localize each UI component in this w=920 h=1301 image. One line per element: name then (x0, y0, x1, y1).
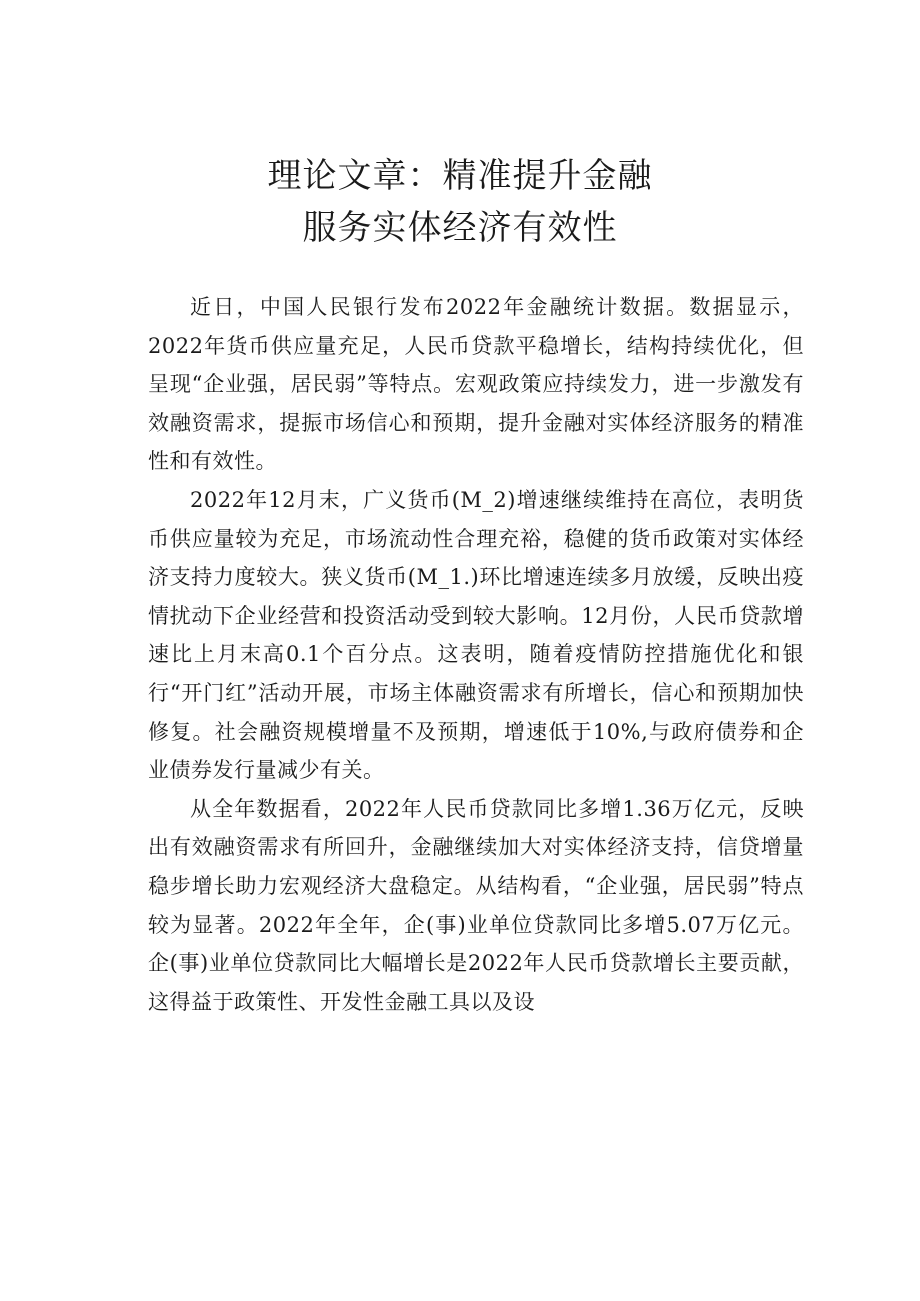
paragraph-1: 近日，中国人民银行发布2022年金融统计数据。数据显示，2022年货币供应量充足，人民币贷款平稳增长，结构持续优化，但呈现“企业强，居民弱”等特点。宏观政策应持续发力，进一步激发有效融资需求，提振市场信心和预期，提升金融对实体经济服务的精准性和有效性。 (148, 295, 804, 474)
title-line-1: 理论文章：精准提升金融 (267, 156, 653, 196)
paragraph-3: 从全年数据看，2022年人民币贷款同比多增1.36万亿元，反映出有效融资需求有所回升，金融继续加大对实体经济支持，信贷增量稳步增长助力宏观经济大盘稳定。从结构看，“企业强，居民弱”特点较为显著。2022年全年，企(事)业单位贷款同比多增5.07万亿元。企(事)业单位贷款同比大幅增长是2022年人民币贷款增长主要贡献，这得益于政策性、开发性金融工具以及设 (148, 796, 804, 1014)
title-line-2: 服务实体经济有效性 (302, 208, 618, 248)
paragraph-2: 2022年12月末，广义货币(M_2)增速继续维持在高位，表明货币供应量较为充足，市场流动性合理充裕，稳健的货币政策对实体经济支持力度较大。狭义货币(M_1.)环比增速连续多月放缓，反映出疫情扰动下企业经营和投资活动受到较大影响。12月份，人民币贷款增速比上月末高0.1个百分点。这表明，随着疫情防控措施优化和银行“开门红”活动开展，市场主体融资需求有所增长，信心和预期加快修复。社会融资规模增量不及预期，增速低于10%,与政府债券和企业债券发行量减少有关。 (148, 487, 804, 783)
article-title (0, 150, 920, 254)
article-body (148, 288, 804, 1021)
